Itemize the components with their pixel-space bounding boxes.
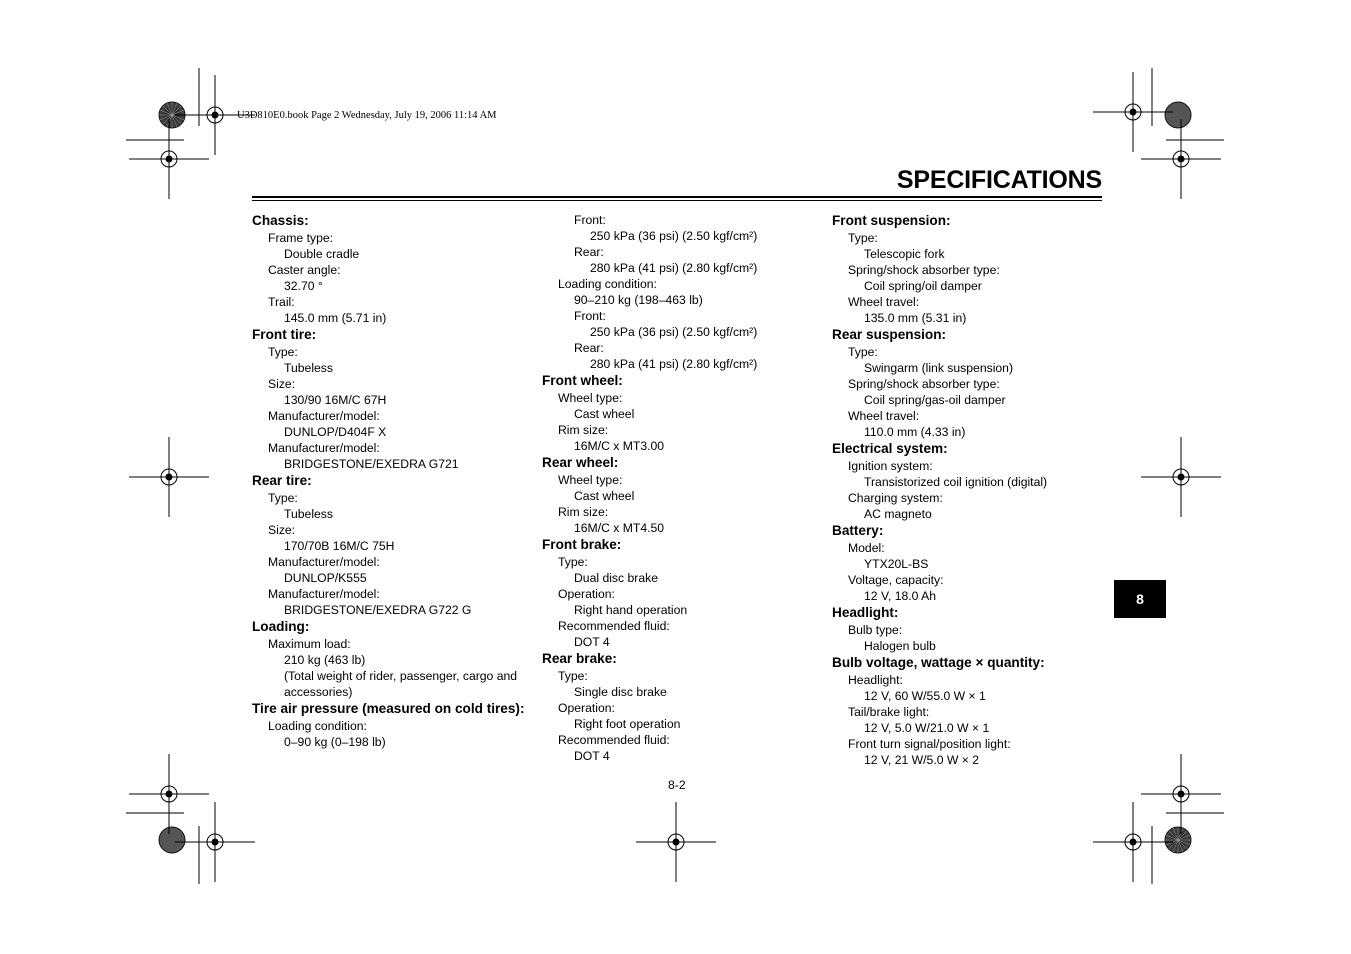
spec-value: DOT 4 (574, 635, 610, 649)
spec-value: Cast wheel (574, 489, 635, 503)
spec-heading: Bulb voltage, wattage × quantity: (832, 655, 1045, 670)
spec-label: Ignition system: (848, 459, 933, 473)
spec-value: Cast wheel (574, 407, 635, 421)
title-rule (252, 196, 1102, 198)
spec-label: Trail: (268, 295, 295, 309)
book-header: U3D810E0.book Page 2 Wednesday, July 19, 2006 11:14 AM (237, 110, 497, 121)
spec-label: Recommended fluid: (558, 619, 670, 633)
spec-value: 145.0 mm (5.71 in) (284, 311, 387, 325)
spec-value: Coil spring/gas-oil damper (864, 393, 1006, 407)
spec-value: 16M/C x MT4.50 (574, 521, 665, 535)
spec-label: Maximum load: (268, 637, 351, 651)
spec-value: Tubeless (284, 361, 333, 375)
spec-value: (Total weight of rider, passenger, cargo and accessories) (284, 669, 518, 699)
spec-label: Front turn signal/position light: (848, 737, 1011, 751)
spec-label: Model: (848, 541, 885, 555)
spec-label: Type: (558, 555, 588, 569)
spec-heading: Electrical system: (832, 441, 948, 456)
spec-value: Coil spring/oil damper (864, 279, 982, 293)
spec-label: Loading condition: (268, 719, 367, 733)
spec-heading: Front wheel: (542, 373, 623, 388)
spec-value: 250 kPa (36 psi) (2.50 kgf/cm²) (590, 325, 758, 339)
spec-value: Dual disc brake (574, 571, 658, 585)
spec-column-3 (832, 212, 1112, 768)
spec-value: 12 V, 21 W/5.0 W × 2 (864, 753, 980, 767)
spec-label: Type: (268, 491, 298, 505)
spec-label: Wheel travel: (848, 409, 920, 423)
spec-value: Rear: (574, 341, 604, 355)
spec-label: Type: (558, 669, 588, 683)
spec-value: Double cradle (284, 247, 360, 261)
spec-heading: Rear tire: (252, 473, 312, 488)
spec-label: Manufacturer/model: (268, 555, 380, 569)
spec-heading: Loading: (252, 619, 310, 634)
spec-value: Right foot operation (574, 717, 681, 731)
spec-value: Right hand operation (574, 603, 688, 617)
spec-heading: Chassis: (252, 213, 309, 228)
spec-value: 210 kg (463 lb) (284, 653, 366, 667)
spec-value: 280 kPa (41 psi) (2.80 kgf/cm²) (590, 357, 758, 371)
spec-label: Tail/brake light: (848, 705, 930, 719)
spec-column-2 (542, 212, 822, 764)
spec-value: 280 kPa (41 psi) (2.80 kgf/cm²) (590, 261, 758, 275)
spec-heading: Rear brake: (542, 651, 617, 666)
spec-label: Spring/shock absorber type: (848, 263, 1000, 277)
spec-label: Manufacturer/model: (268, 587, 380, 601)
spec-heading: Front suspension: (832, 213, 951, 228)
spec-label: Headlight: (848, 673, 903, 687)
spec-value: AC magneto (864, 507, 932, 521)
spec-label: Charging system: (848, 491, 943, 505)
spec-label: Type: (848, 345, 878, 359)
spec-heading: Headlight: (832, 605, 899, 620)
spec-label: Wheel travel: (848, 295, 920, 309)
chapter-tab: 8 (1114, 580, 1166, 618)
spec-value: Telescopic fork (864, 247, 945, 261)
spec-heading: Battery: (832, 523, 884, 538)
spec-heading: Rear suspension: (832, 327, 947, 342)
spec-label: Manufacturer/model: (268, 441, 380, 455)
spec-label: Wheel type: (558, 391, 623, 405)
spec-value: 12 V, 18.0 Ah (864, 589, 937, 603)
spec-value: Front: (574, 309, 606, 323)
spec-label: Wheel type: (558, 473, 623, 487)
spec-value: 0–90 kg (0–198 lb) (284, 735, 386, 749)
spec-value: DUNLOP/D404F X (284, 425, 387, 439)
spec-label: Caster angle: (268, 263, 341, 277)
spec-label: Size: (268, 377, 296, 391)
spec-heading: Front tire: (252, 327, 317, 342)
spec-label: Recommended fluid: (558, 733, 670, 747)
spec-value: 170/70B 16M/C 75H (284, 539, 395, 553)
spec-label: Voltage, capacity: (848, 573, 944, 587)
spec-label: Manufacturer/model: (268, 409, 380, 423)
spec-value: 90–210 kg (198–463 lb) (574, 293, 703, 307)
spec-value: Tubeless (284, 507, 333, 521)
spec-value: Transistorized coil ignition (digital) (864, 475, 1048, 489)
spec-label: Rim size: (558, 505, 609, 519)
spec-value: BRIDGESTONE/EXEDRA G722 G (284, 603, 472, 617)
spec-label: Bulb type: (848, 623, 903, 637)
spec-value: Single disc brake (574, 685, 667, 699)
spec-value: Halogen bulb (864, 639, 936, 653)
spec-value: DUNLOP/K555 (284, 571, 367, 585)
title-rule-thin (252, 200, 1102, 201)
spec-value: 12 V, 5.0 W/21.0 W × 1 (864, 721, 990, 735)
page-title: SPECIFICATIONS (896, 166, 1102, 194)
page-number: 8-2 (668, 778, 686, 792)
spec-value: 250 kPa (36 psi) (2.50 kgf/cm²) (590, 229, 758, 243)
spec-label: Size: (268, 523, 296, 537)
spec-heading: Front brake: (542, 537, 622, 552)
spec-value: 16M/C x MT3.00 (574, 439, 665, 453)
spec-value: Front: (574, 213, 606, 227)
spec-label: Operation: (558, 701, 615, 715)
spec-value: Rear: (574, 245, 604, 259)
spec-label: Type: (848, 231, 878, 245)
spec-heading: Tire air pressure (measured on cold tires): (252, 701, 525, 716)
spec-value: 110.0 mm (4.33 in) (864, 425, 966, 439)
spec-value: DOT 4 (574, 749, 610, 763)
spec-label: Frame type: (268, 231, 334, 245)
spec-value: 32.70 ° (284, 279, 323, 293)
spec-value: 130/90 16M/C 67H (284, 393, 387, 407)
spec-heading: Rear wheel: (542, 455, 619, 470)
spec-value: YTX20L-BS (864, 557, 929, 571)
spec-value: BRIDGESTONE/EXEDRA G721 (284, 457, 459, 471)
spec-label: Type: (268, 345, 298, 359)
spec-label: Spring/shock absorber type: (848, 377, 1000, 391)
spec-label: Operation: (558, 587, 615, 601)
spec-label: Rim size: (558, 423, 609, 437)
spec-label: Loading condition: (558, 277, 657, 291)
spec-column-1 (252, 212, 532, 750)
spec-value: Swingarm (link suspension) (864, 361, 1014, 375)
spec-value: 12 V, 60 W/55.0 W × 1 (864, 689, 986, 703)
spec-value: 135.0 mm (5.31 in) (864, 311, 967, 325)
